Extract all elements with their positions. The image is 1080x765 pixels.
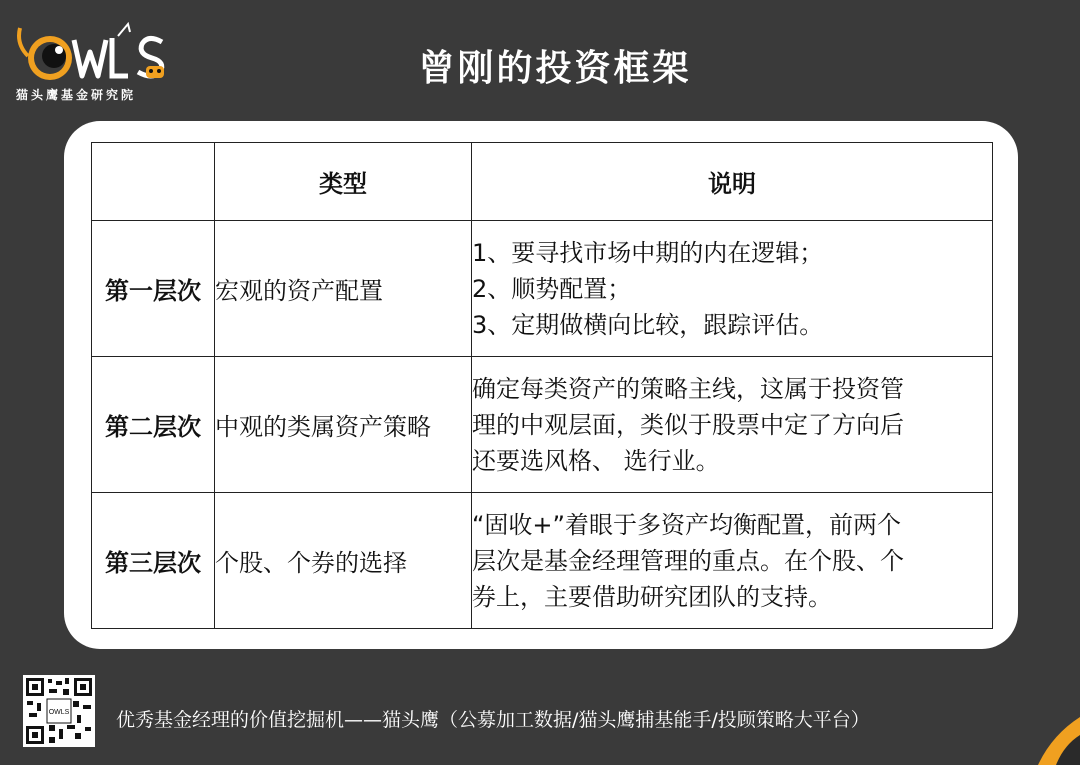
description-line: 1、要寻找市场中期的内在逻辑； [472, 238, 824, 267]
row-description [472, 493, 993, 629]
footer-slogan: 优秀基金经理的价值挖掘机——猫头鹰（公募加工数据/猫头鹰捕基能手/投顾策略大平台） [116, 709, 870, 731]
row-level: 第三层次 [92, 493, 215, 629]
table-row [92, 221, 993, 357]
logo-subtitle: 猫头鹰基金研究院 [16, 88, 137, 102]
description-line: “固收+”着眼于多资产均衡配置，前两个 [472, 510, 901, 539]
row-level: 第一层次 [92, 221, 215, 357]
table-row [92, 357, 993, 493]
description-line: 还要选风格、 选行业。 [472, 446, 720, 475]
framework-table [91, 142, 993, 629]
row-type: 个股、个券的选择 [215, 493, 472, 629]
qr-code-icon [23, 675, 95, 747]
description-line: 2、顺势配置； [472, 274, 632, 303]
page-title: 曾刚的投资框架 [418, 48, 692, 89]
table-row [92, 493, 993, 629]
row-description [472, 221, 993, 357]
description-line: 3、定期做横向比较，跟踪评估。 [472, 310, 824, 339]
qr-label: OWLS [48, 709, 70, 716]
row-type: 中观的类属资产策略 [215, 357, 472, 493]
corner-accent-icon [1020, 705, 1080, 765]
header-type: 类型 [215, 143, 472, 221]
description-line: 确定每类资产的策略主线，这属于投资管 [472, 374, 904, 403]
content-card [64, 121, 1018, 649]
description-line: 理的中观层面，类似于股票中定了方向后 [472, 410, 904, 439]
header-blank [92, 143, 215, 221]
row-level: 第二层次 [92, 357, 215, 493]
row-type: 宏观的资产配置 [215, 221, 472, 357]
table-header-row [92, 143, 993, 221]
description-line: 券上，主要借助研究团队的支持。 [472, 582, 832, 611]
row-description [472, 357, 993, 493]
header-description: 说明 [472, 143, 993, 221]
description-line: 层次是基金经理管理的重点。在个股、个 [472, 546, 904, 575]
